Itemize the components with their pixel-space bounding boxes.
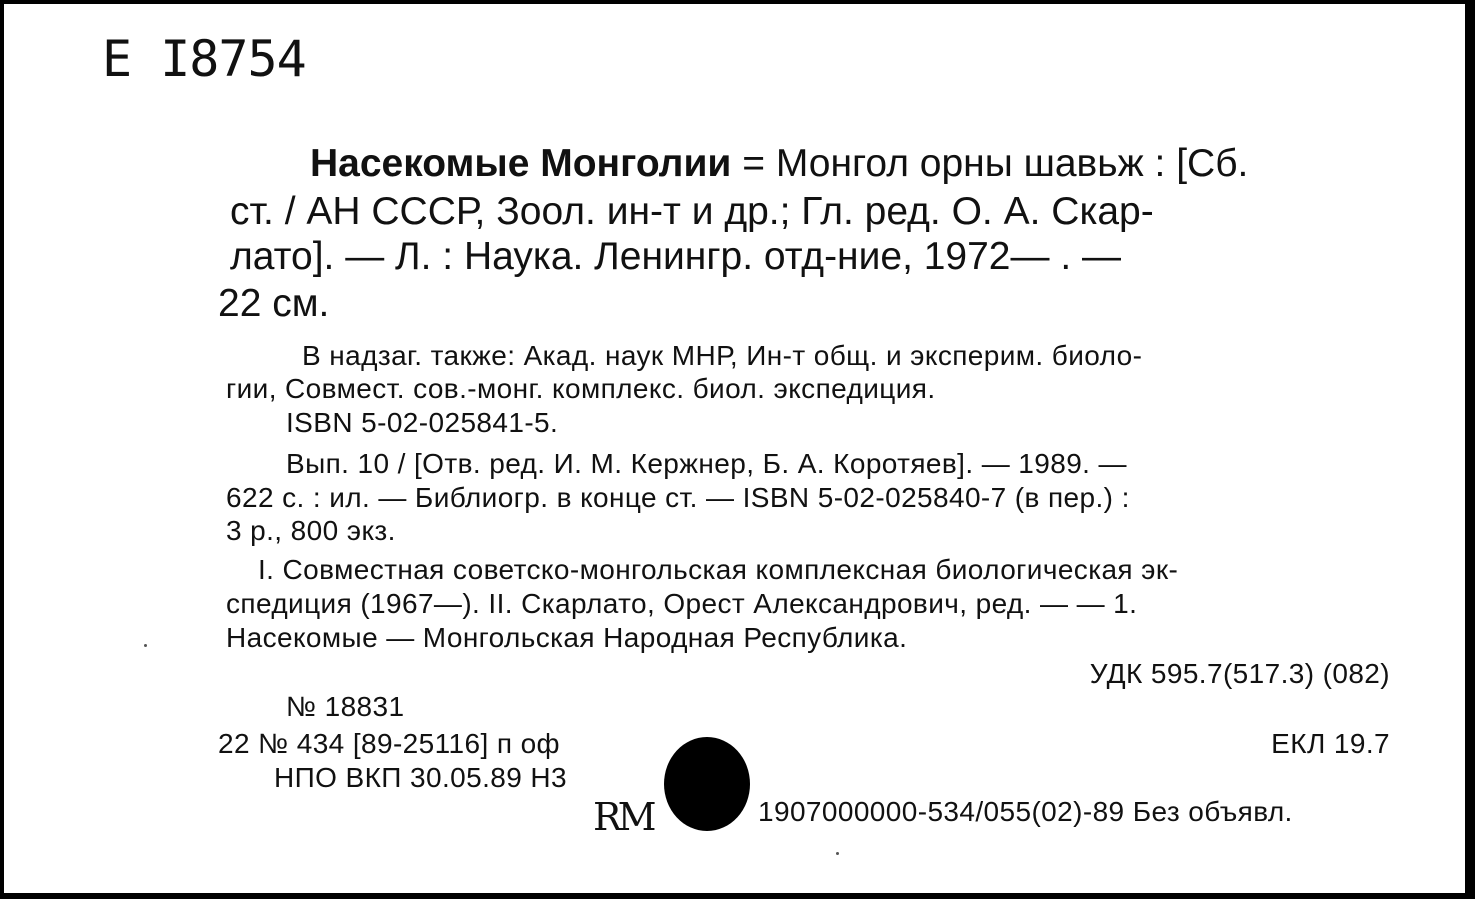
title-parallel: = Монгол орны шавьж : [Сб. [731, 142, 1249, 185]
paper-speck [144, 644, 147, 647]
monogram-stamp: RM [593, 795, 653, 839]
paper-speck [836, 852, 839, 855]
title-bold: Насекомые Монголии [310, 142, 732, 185]
title-line-2: ст. / АН СССР, Зоол. ин-т и др.; Гл. ред. О. А. Скар- [230, 190, 1154, 233]
ekl-code: ЕКЛ 19.7 [1271, 728, 1390, 759]
title-line-1 [310, 144, 1248, 183]
note-line: В надзаг. также: Акад. наук МНР, Ин-т общ. и эксперим. биоло- [302, 340, 1143, 371]
tracing-line: I. Совместная советско-монгольская комплексная биологическая эк- [258, 554, 1179, 585]
order-line: 22 № 434 [89-25116] п оф [218, 728, 560, 759]
volume-line: Вып. 10 / [Отв. ред. И. М. Кержнер, Б. А. Коротяев]. — 1989. — [286, 448, 1127, 479]
title-line-4: 22 см. [218, 282, 330, 325]
udk-code: УДК 595.7(517.3) (082) [1089, 658, 1390, 689]
record-number: № 18831 [286, 691, 405, 722]
volume-line: 622 с. : ил. — Библиогр. в конце ст. — ISBN 5-02-025840-7 (в пер.) : [226, 482, 1130, 513]
tracing-line: спедиция (1967—). II. Скарлато, Орест Александрович, ред. — — 1. [226, 588, 1138, 619]
volume-line: 3 р., 800 экз. [226, 515, 396, 546]
catalog-card [4, 4, 1465, 893]
note-line: гии, Совмест. сов.-монг. комплекс. биол. экспедиция. [226, 373, 936, 404]
isbn-line: ISBN 5-02-025841-5. [286, 407, 559, 438]
org-line: НПО ВКП 30.05.89 Н3 [274, 762, 567, 793]
punch-hole [664, 737, 750, 831]
price-code: 1907000000-534/055(02)-89 Без объявл. [758, 796, 1293, 827]
tracing-line: Насекомые — Монгольская Народная Республика. [226, 622, 908, 653]
call-number: Е I8754 [102, 30, 306, 88]
title-line-3: лато]. — Л. : Наука. Ленингр. отд-ние, 1972— . — [230, 235, 1122, 278]
